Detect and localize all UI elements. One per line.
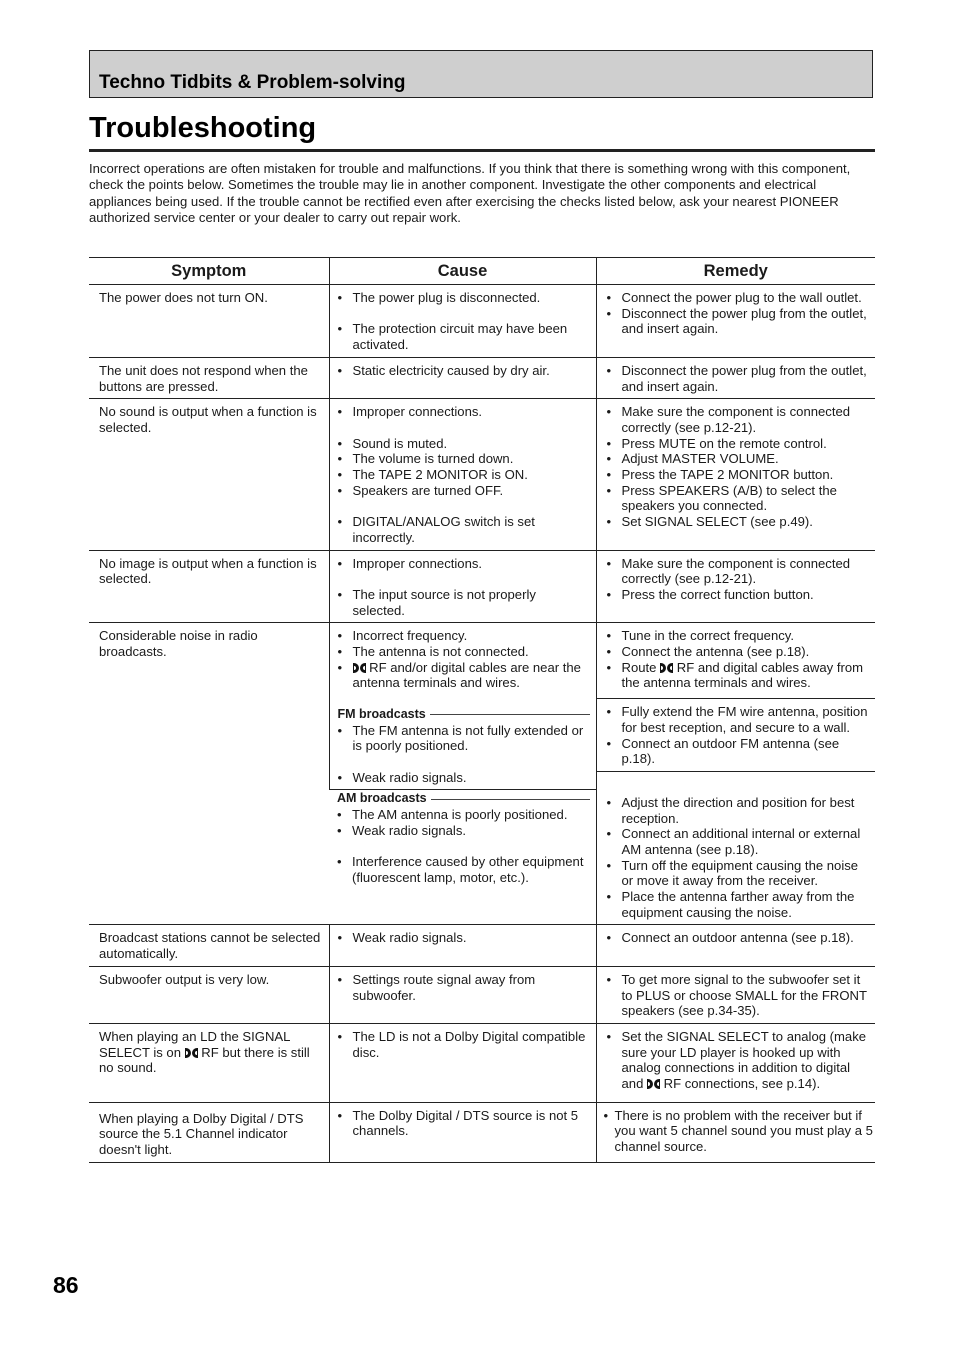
remedy-item: • Disconnect the power plug from the outlet, and insert again. — [606, 362, 867, 394]
cause-item: • RF and/or digital cables are near the antenna terminals and wires. — [337, 659, 581, 691]
remedy-item: • Route RF and digital cables away from the antenna terminals and wires. — [606, 659, 864, 691]
remedy-item: • Fully extend the FM wire antenna, position for best reception, and secure to a wall. — [606, 704, 868, 735]
section-header — [89, 50, 873, 98]
header-cause: Cause — [329, 258, 596, 285]
table-row — [89, 1023, 875, 1102]
remedy-item: • Set SIGNAL SELECT (see p.49). — [606, 514, 813, 530]
table-row — [89, 623, 875, 790]
cause-cell — [329, 285, 596, 358]
cause-item: • Improper connections. — [337, 555, 483, 571]
dolby-digital-icon — [660, 663, 673, 673]
dolby-digital-icon — [647, 1079, 660, 1089]
troubleshooting-table — [89, 257, 875, 1163]
symptom-cell — [89, 966, 329, 1023]
table-row — [89, 550, 875, 623]
symptom-cell — [89, 399, 329, 550]
remedy-item: • To get more signal to the subwoofer set it to PLUS or choose SMALL for the FRONT speakers (see p.34-35). — [606, 971, 867, 1019]
remedy-cell — [596, 925, 875, 966]
cause-item: • The Dolby Digital / DTS source is not 5 channels. — [337, 1107, 579, 1139]
header-symptom: Symptom — [89, 258, 329, 285]
remedy-cell — [596, 1023, 875, 1102]
header-remedy: Remedy — [596, 258, 875, 285]
table-row — [89, 925, 875, 966]
remedy-item: • Tune in the correct frequency. — [606, 628, 794, 644]
remedy-item: • Set the SIGNAL SELECT to analog (make sure your LD player is hooked up with analog connections in addition to digital and RF connections, see p.14). — [606, 1028, 867, 1092]
remedy-cell — [596, 966, 875, 1023]
remedy-item: • Connect an outdoor antenna (see p.18). — [606, 929, 854, 945]
intro-paragraph: Incorrect operations are often mistaken for trouble and malfunctions. If you think that there is something wrong with this component, check the points below. Sometimes the trouble may lie in another component. Investigate the other components and electrical appliances being used. If the trouble cannot be rectified even after exercising the checks listed below, ask your nearest PIONEER authorized service center or your dealer to carry out repair work. — [89, 161, 851, 225]
cause-item: • The FM antenna is not fully extended or is poorly positioned. — [337, 722, 584, 754]
cause-cell — [329, 1102, 596, 1162]
table-row — [89, 1102, 875, 1162]
remedy-item: • Connect the antenna (see p.18). — [606, 644, 810, 659]
cause-item: • The volume is turned down. — [337, 451, 514, 467]
cause-cell — [329, 357, 596, 398]
cause-item: • The AM antenna is poorly positioned. — [337, 807, 568, 822]
remedy-item: • Adjust MASTER VOLUME. — [606, 451, 779, 467]
cause-item: • Settings route signal away from subwoofer. — [337, 971, 536, 1003]
symptom-text: The power does not turn ON. — [99, 290, 268, 305]
symptom-cell — [89, 1023, 329, 1102]
remedy-item: • Press MUTE on the remote control. — [606, 435, 827, 451]
symptom-text: When playing a Dolby Digital / DTS source the 5.1 Channel indicator doesn't light. — [99, 1110, 304, 1158]
symptom-text: Considerable noise in radio broadcasts. — [99, 628, 258, 659]
remedy-item: • Make sure the component is connected correctly (see p.12-21). — [606, 404, 851, 435]
cause-item: • The power plug is disconnected. — [337, 290, 541, 305]
section-title: Techno Tidbits & Problem-solving — [99, 72, 406, 93]
symptom-text: Subwoofer output is very low. — [99, 971, 270, 987]
symptom-text: No image is output when a function is selected. — [99, 555, 317, 587]
table-row — [89, 357, 875, 398]
remedy-item: • There is no problem with the receiver but if you want 5 channel sound you must play a 5 channel source. — [603, 1107, 873, 1155]
remedy-item: • Make sure the component is connected correctly (see p.12-21). — [606, 555, 851, 587]
remedy-item: • Disconnect the power plug from the outlet, and insert again. — [606, 305, 867, 337]
cause-cell — [329, 1023, 596, 1102]
cause-item: • Weak radio signals. — [337, 769, 467, 785]
remedy-item: • Press the correct function button. — [606, 586, 814, 602]
table-row — [89, 966, 875, 1023]
symptom-text: When playing an LD the SIGNAL SELECT is on RF but there is still no sound. — [99, 1028, 310, 1076]
remedy-cell — [596, 357, 875, 398]
remedy-item: • Press SPEAKERS (A/B) to select the speakers you connected. — [606, 482, 837, 514]
symptom-cell — [89, 1102, 329, 1162]
cause-cell — [329, 623, 596, 790]
cause-item: • Static electricity caused by dry air. — [337, 362, 550, 378]
cause-item: • Speakers are turned OFF. — [337, 482, 504, 498]
cause-item: • The LD is not a Dolby Digital compatible disc. — [337, 1028, 586, 1060]
cause-item: • Improper connections. — [337, 404, 483, 420]
page-number: 86 — [53, 1272, 79, 1298]
cause-cell — [329, 925, 596, 966]
cause-item: • Interference caused by other equipment (fluorescent lamp, motor, etc.). — [337, 854, 584, 885]
cause-cell — [329, 399, 596, 550]
cause-item: • The input source is not properly selected. — [337, 586, 536, 618]
remedy-item: • Connect an outdoor FM antenna (see p.18). — [606, 735, 840, 767]
symptom-text: The unit does not respond when the buttons are pressed. — [99, 362, 308, 394]
remedy-item: • Turn off the equipment causing the noise or move it away from the receiver. — [606, 857, 859, 889]
remedy-item: • Adjust the direction and position for best reception. — [606, 794, 855, 826]
remedy-cell — [596, 399, 875, 550]
cause-cell — [329, 790, 596, 925]
symptom-cell — [89, 550, 329, 623]
remedy-cell — [596, 550, 875, 623]
table-row — [89, 285, 875, 358]
remedy-cell — [596, 790, 875, 925]
remedy-cell — [596, 1102, 875, 1162]
dolby-digital-icon — [353, 663, 366, 673]
table-row — [89, 399, 875, 550]
cause-item: • Incorrect frequency. — [337, 628, 468, 644]
remedy-item: • Connect the power plug to the wall outlet. — [606, 290, 862, 305]
dolby-digital-icon — [185, 1048, 198, 1058]
cause-item: • The TAPE 2 MONITOR is ON. — [337, 467, 528, 482]
am-broadcasts-heading: AM broadcasts — [337, 791, 590, 807]
title-underline — [89, 149, 875, 152]
symptom-cell — [89, 357, 329, 398]
symptom-text: No sound is output when a function is selected. — [99, 404, 317, 435]
remedy-cell — [596, 285, 875, 358]
fm-broadcasts-heading: FM broadcasts — [338, 707, 590, 723]
cause-item: • Weak radio signals. — [337, 822, 467, 838]
symptom-text: Broadcast stations cannot be selected automatically. — [99, 930, 321, 962]
cause-cell — [329, 966, 596, 1023]
remedy-item: • Press the TAPE 2 MONITOR button. — [606, 467, 834, 483]
cause-item: • The antenna is not connected. — [337, 644, 529, 659]
symptom-cell — [89, 623, 329, 925]
cause-item: • Weak radio signals. — [337, 929, 467, 945]
table-header-row — [89, 258, 875, 285]
cause-item: • The protection circuit may have been activated. — [337, 321, 568, 353]
cause-item: • Sound is muted. — [337, 435, 448, 451]
remedy-item: • Place the antenna farther away from the equipment causing the noise. — [606, 889, 855, 920]
cause-item: • DIGITAL/ANALOG switch is set incorrectly. — [337, 514, 535, 545]
symptom-cell — [89, 925, 329, 966]
remedy-cell — [596, 623, 875, 790]
cause-cell — [329, 550, 596, 623]
remedy-item: • Connect an additional internal or external AM antenna (see p.18). — [606, 826, 861, 857]
symptom-cell — [89, 285, 329, 358]
page-title: Troubleshooting — [89, 112, 317, 144]
